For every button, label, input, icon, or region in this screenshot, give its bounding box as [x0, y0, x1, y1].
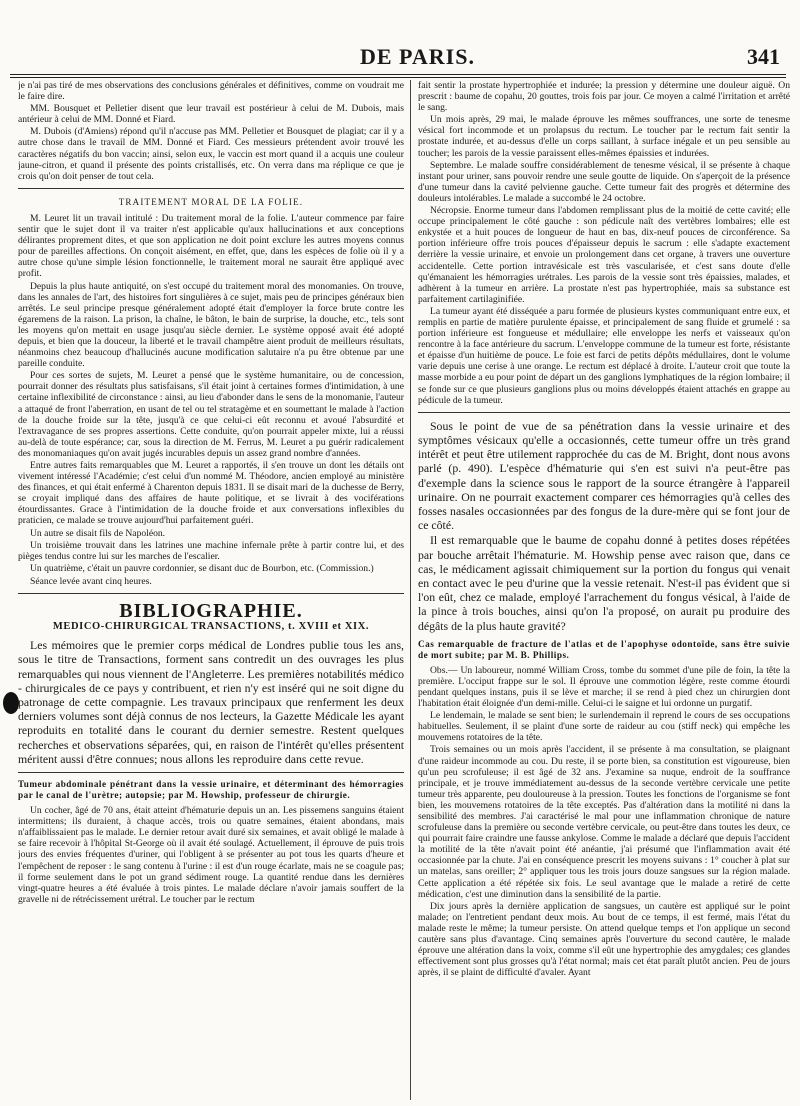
paragraph: Un mois après, 29 mai, le malade éprouve les mêmes souffrances, une sorte de tenesme vésical fort incommode et un prolapsus du rectum. Le toucher par le rectum fait sentir la prostate indurée, et au-dessus d'elle un corps saillant, à surface inégale et un peu sensible au toucher; les parois de la vessie paraissent elles-mêmes épaissies et indurées. [418, 114, 790, 159]
page-number: 341 [747, 44, 780, 69]
paragraph: Nécropsie. Enorme tumeur dans l'abdomen remplissant plus de la moitié de cette cavité; elle occupe principalement le côté gauche : son pédicule naît des vertèbres lombaires; elle est enkystée et a huit pouces de longueur de haut en bas, dix-neuf pouces de circonférence. Sa portion inférieure offre trois pouces d'épaisseur depuis le sacrum : elle s'adapte exactement derrière la vessie urinaire, et envoie un prolongement dans cet organe, à travers une ouverture accidentelle. Cette portion intravésicale est très vascularisée, et c'est sans doute d'elle qu'émanaient les hémorragies urétrales. Les parois de la vessie sont très épaissies, malades, et adhèrent à la tumeur en arrière. La prostate n'est pas hypertrophiée, mais sa substance est parfaitement cartilaginifiée. [418, 205, 790, 305]
article-title: Cas remarquable de fracture de l'atlas et de l'apophyse odontoïde, sans être suivie de mort subite; par M. B. Phillips. [418, 638, 790, 660]
right-column [418, 80, 790, 1100]
column-divider [410, 80, 411, 1100]
article-title: Tumeur abdominale pénétrant dans la vessie urinaire, et déterminant des hémorragies par le canal de l'urètre; autopsie; par M. Howship, professeur de chirurgie. [18, 779, 404, 801]
bibliography-intro [18, 638, 404, 766]
section-rule [418, 412, 790, 413]
paragraph: La tumeur ayant été disséquée a paru formée de plusieurs kystes communiquant entre eux, et remplis en partie de matière purulente épaisse, et principalement de sang fluide et grumelé : sa portion inférieure est fongueuse et médullaire; elle enveloppe les nerfs et vaisseaux qu'on rencontre à la face antérieure du sacrum. L'enveloppe commune de la tumeur est forte, résistante et épaisse d'un huitième de pouce. Le foie est farci de petits dépôts médullaires, dont le volume varie depuis une cerise à une orange. Le rectum est déplacé à droite. L'auteur croit que toute la masse morbide a eu pour point de départ un des ganglions lymphatiques de la région lombaire; il se fonde sur ce que plusieurs ganglions plus ou moins développés étaient attachés en grappe au pédicule de la tumeur. [418, 305, 790, 406]
bibliography-title: BIBLIOGRAPHIE. [119, 600, 303, 623]
section-rule [18, 772, 404, 773]
ink-spot [3, 692, 19, 714]
paragraph: je n'ai pas tiré de mes observations des conclusions générales et définitives, comme on voudrait me le faire dire. [18, 80, 404, 103]
paragraph: Sous le point de vue de sa pénétration dans la vessie urinaire et des symptômes vésicaux qu'elle a occasionnés, cette tumeur offre un très grand intérêt et peut être utilement rapprochée du cas de M. Bright, dont nous avons parlé (p. 490). L'espèce d'hématurie qui s'en est suivi n'a peut-être pas d'exemple dans la science sous le rapport de la source étrangère à l'appareil urinaire. On ne pourrait exactement comparer ces hémorragies qu'à celles des fosses nasales occasionnées par des fongus de la dure-mère qui se font jour de ce côté. [418, 418, 790, 533]
seance-closing: Séance levée avant cinq heures. [30, 575, 152, 587]
paragraph: M. Leuret lit un travail intitulé : Du traitement moral de la folie. L'auteur commence par faire sentir que le sujet dont il va traiter n'est applicable qu'aux hallucinations et aux conceptions délirantes proprement dites, et que son application ne doit point exclure les autres moyens connus pour de pareilles affections. On conçoit aisément, en effet, que, dans les espèces de folie où il y a autre chose qu'une simple lésion fonctionnelle, le traitement moral ne saurait être appliqué avec profit. [18, 212, 404, 280]
paragraph: Un quatrième, c'était un pauvre cordonnier, se disant duc de Bourbon, etc. (Commission.) [30, 562, 374, 574]
paragraph: Il est remarquable que le baume de copahu donné à petites doses répétées par bouche arrêtait l'hématurie. M. Howship pense avec raison que, dans ce cas, le médicament agissait chimiquement sur la portion du fongus qui venait en contact avec le peu d'urine que la vessie retenait. N'est-il pas évident que si l'on eût, chez ce malade, employé l'arrachement du fongus vésical, à l'aide de la pince à trois bouches, ainsi qu'on l'a proposé, on aurait pu produire des dégâts de la plus haute gravité? [418, 533, 790, 633]
paragraph: Obs.— Un laboureur, nommé William Cross, tombe du sommet d'une pile de foin, la tête la première. L'occiput frappe sur le sol. Il éprouve une commotion légère, reste comme étourdi pendant quelques instans, puis il se lève et marche; il se rend à pied chez un chirurgien dont l'habitation était éloignée d'un demi-mille. Celui-ci le saigne et lui ordonne un purgatif. [418, 664, 790, 710]
paragraph: Un cocher, âgé de 70 ans, était atteint d'hématurie depuis un an. Les pissemens sanguins étaient intermittens; ils duraient, à chaque accès, trois ou quatre semaines, étaient abondans, mais n'affaiblissaient pas le malade. Le dernier retour avait duré six semaines, et avait obligé le malade à se faire recevoir à l'hôpital St-George où il avait été soulagé. Actuellement, il éprouve de puis trois jours des envies fréquentes d'uriner, qui l'obligent à se présenter au pot tous les quarts d'heure et l'empêchent de reposer : le sang contenu à l'urine : il est d'un rouge écarlate, mais ne se coagule pas; il forme seulement dans le pot un grand sédiment rouge. La quantité rendue dans les dernières vingt-quatre heures a été évaluée à trois pintes. Le malade déclare n'avoir jamais souffert de la gravelle ni de rétrécissement urétral. Le toucher par le rectum [18, 805, 404, 905]
paragraph: Un troisième trouvait dans les latrines une machine infernale prête à partir contre lui, et des pièges tendus contre lui sur les marches de l'escalier. [18, 539, 404, 562]
paragraph: Le lendemain, le malade se sent bien; le surlendemain il reprend le cours de ses occupations habituelles. Seulement, il se plaint d'une sorte de raideur au cou (stiff neck) qui empêche les mouvemens rotatoires de la tête. [418, 710, 790, 744]
section-title: TRAITEMENT MORAL DE LA FOLIE. [118, 196, 304, 207]
paragraph: fait sentir la prostate hypertrophiée et indurée; la pression y détermine une douleur aiguë. On prescrit : baume de copahu, 20 gouttes, trois fois par jour. Ce moyen a calmé l'irritation et arrêté le sang. [418, 80, 790, 114]
commentary [418, 419, 790, 633]
paragraph: Depuis la plus haute antiquité, on s'est occupé du traitement moral des monomanies. On trouve, dans les annales de l'art, des histoires fort singulières à ce sujet, mais peu de principes généraux bien arrêtés. Le seul principe presque généralement adopté était d'employer la force brute contre les égaremens de la raison. La prison, la chaîne, le bâton, le bain de surprise, la douche, etc., tels sont les moyens qu'on mettait en usage jusqu'au siècle dernier. Le système opposé avait été adopté depuis, et bien que la douceur, la liberté et le travail champêtre aient produit de meilleurs résultats, néanmoins chez beaucoup d'hallucinés aucune modification salutaire n'a pu être obtenue par une pareille conduite. [18, 280, 404, 370]
paragraph: Entre autres faits remarquables que M. Leuret a rapportés, il s'en trouve un dont les détails ont vivement intéressé l'Académie; c'est celui d'un nommé M. Théodore, ancien employé au ministère des finances, et qui était enfermé à Charenton depuis 1831. Il se disait mari de la duchesse de Berry, se croyait impliqué dans des affaires de haute politique, et se livrait à des vociférations étourdissantes. Grace à l'intimidation de la douche froide et aux conversations inflexibles du praticien, ce malade se trouve aujourd'hui parfaitement guéri. [18, 460, 404, 527]
paragraph: M. Dubois (d'Amiens) répond qu'il n'accuse pas MM. Pelletier et Bousquet de plagiat; car il y a autre chose dans le travail de MM. Donné et Fiard. Ces messieurs prétendent avoir trouvé les caractères négatifs du bon vaccin; ainsi, selon eux, le vaccin est mort quand il a acquis une couleur jaune-citron, et quand il présente des points cristallisés, etc. On verra dans ma réplique ce que je crois qu'on doit penser de tout cela. [18, 126, 404, 182]
paragraph: Dix jours après la dernière application de sangsues, un cautère est appliqué sur le point malade; on l'entretient pendant deux mois. Au bout de ce temps, il est fermé, mais l'état du malade reste le même; la tumeur persiste. On attend quelque temps et l'on applique un second cautère sans plus d'avantage. Cinq semaines après l'ouverture du second cautère, le malade éprouve une altération dans la voix, comme s'il eût une hypertrophie des amygdales; ces glandes effectivement sont plus grosses qu'à l'état normal; mais cet état paraît plutôt ancien. Peu de jours après, il se plaint de difficulté d'avaler. Ayant [418, 900, 790, 979]
paragraph: MM. Bousquet et Pelletier disent que leur travail est postérieur à celui de M. Dubois, mais antérieur à celui de MM. Donné et Fiard. [18, 103, 404, 126]
paragraph: Un autre se disait fils de Napoléon. [30, 527, 166, 539]
header-rule [10, 74, 786, 75]
paragraph: Pour ces sortes de sujets, M. Leuret a pensé que le système humanitaire, ou de concession, pourrait donner des résultats plus satisfaisans, s'il était joint à certaines formes d'intimidation, à une certaine inflexibilité de circonstance : ainsi, au lieu d'abonder dans le sens de la monomanie, l'auteur a attaqué de front l'aberration, en usant de tel ou tel stratagème et en soumettant le malade à l'action de la douche froide sur la tête, jusqu'à ce que celui-ci eût reconnu et avoué l'absurdité et l'extravagance de ses propres assertions. Cette conduite, qu'on pourrait appeler mixte, lui a réussi au-delà de toute espérance; car, sous la direction de M. Ferrus, M. Leuret a pu guérir radicalement des monomaniaques qu'on avait jugés incurables depuis un assez grand nombre d'années. [18, 370, 404, 459]
section-rule [18, 188, 404, 189]
section-rule [18, 593, 404, 594]
header-rule-second [10, 77, 786, 78]
bibliography-subtitle: MEDICO-CHIRURGICAL TRANSACTIONS, t. XVIII et XIX. [52, 621, 370, 633]
paragraph: Trois semaines ou un mois après l'accident, il se présente à ma consultation, se plaignant d'une raideur incommode au cou. Du reste, il se porte bien, sa constitution est vigoureuse, bien qu'un peu scrofuleuse; il est âgé de 32 ans. J'examine sa nuque, endroit de la souffrance principale, et je trouve immédiatement au-dessus de la seconde vertèbre cervicale une petite tumeur très apparente, peu douloureuse à la pression. Toutes les fonctions de l'organisme se font bien, les mouvemens rotatoires de la tête exceptés. Pas d'altération dans la motilité ni dans la sensibilité des membres. J'ai caractérisé le mal pour une inflammation chronique de nature scrofuleuse dans la première ou seconde vertèbre cervicale, ou peut-être dans toutes les deux, ce qui pourrait faire craindre une fausse ankylose. Comme le malade a déclaré que depuis l'accident la motilité de la tête n'avait point été anéantie, j'ai présumé que l'inflammation avait été occasionnée par la chute. J'ai en conséquence prescrit les moyens suivans : 1° coucher à plat sur un matelas, sans oreiller; 2° appliquer tous les trois jours douze sangsues sur la région malade. Cette application a été répétée six fois. Le seul avantage que le malade a retiré de cette médication, c'est une diminution dans la sensibilité de la partie. [418, 744, 790, 900]
running-title: DE PARIS. [360, 44, 475, 69]
paragraph: Septembre. Le malade souffre considérablement de tenesme vésical, il se présente à chaque instant pour uriner, sans pouvoir rendre une seule goutte de liquide. On s'aperçoit de la présence d'une tumeur dans la cavité pelvienne gauche. Cette tumeur fait des progrès et détermine des douleurs intolérables. Le malade a succombé le 24 octobre. [418, 159, 790, 204]
page-header [360, 44, 780, 70]
paragraph: Les mémoires que le premier corps médical de Londres publie tous les ans, sous le titre de Transactions, forment sans contredit un des ouvrages les plus remarquables qui nous viennent de l'Angleterre. Les premières notabilités médico - chirurgicales de ce pays y contribuent, et rien n'y est inséré qui ne soit digne du patronage de cette compagnie. Les travaux principaux que renferment les deux derniers volumes sont déjà connus de nos lecteurs, la Gazette Médicale les ayant reproduits en totalité dans le courant du dernier semestre. Restent quelques recherches et observations séparées, qui, en raison de l'intérêt qu'elles présentent méritent aussi d'être connues; nous allons les reproduire dans cette revue. [18, 638, 404, 766]
left-column [18, 80, 404, 1100]
